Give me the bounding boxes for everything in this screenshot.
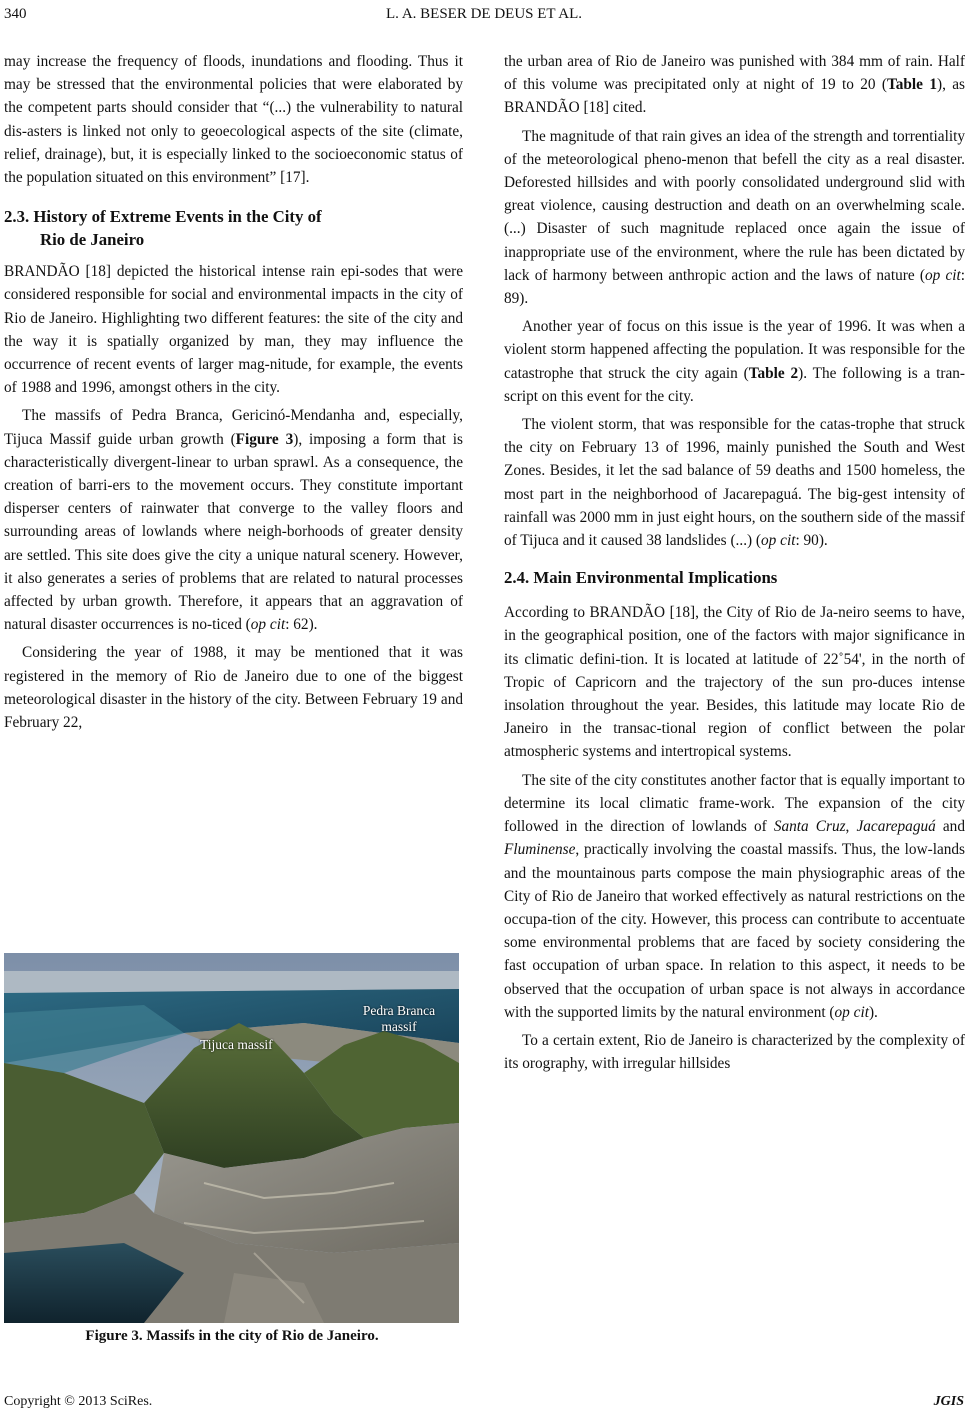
citation-op-cit: op cit (924, 266, 961, 284)
label-pedra-branca-massif (352, 1003, 446, 1035)
text-run: and (935, 818, 965, 836)
text-run: The site of the city constitutes another factor that is equally important to determine its local climatic frame-work. The expansion of the city followed in the direction of lowlands of (504, 771, 965, 836)
citation-op-cit: op cit (250, 616, 286, 634)
text-run: : 89). (504, 266, 965, 308)
paragraph: Considering the year of 1988, it may be mentioned that it was registered in the memory of Rio de Janeiro due to one of the biggest meteorological disaster in the history of the city. Between February 19 and February 22, (4, 644, 463, 732)
text-run: : 62). (285, 616, 318, 634)
section-heading-line: 2.3. History of Extreme Events in the City of (4, 207, 322, 227)
place-name: Jacarepaguá (856, 818, 936, 836)
label-tijuca-massif: Tijuca massif (200, 1037, 273, 1052)
text-run: ), imposing a form that is characteristically divergent-linear to urban sprawl. As a consequence, the creation of barri-ers to the movement occurs. They constitute important disperser centers of rainwater that converge to the valley floors and surrounding areas of lowlands where neigh-borhoods of greater density are settled. This site does give the city a unique natural scenery. However, it also generates a series of problems that are related to natural processes affected by urban growth. Therefore, it appears that an aggravation of natural disaster occurrences is no-ticed ( (4, 430, 464, 634)
text-run: : 90). (795, 532, 828, 550)
page-number: 340 (4, 6, 27, 22)
paragraph (504, 50, 965, 120)
right-column (504, 50, 965, 1075)
paragraph: According to BRANDÃO [18], the City of Rio de Ja-neiro seems to have, in the geographical position, one of the factors with major significance in its climatic defini-tion. It is located at latitude of 22˚54', in the north of Tropic of Capricorn and the trajectory of the sun pro-duces intense insolation throughout the year. Besides, this latitude may locate Rio de Janeiro in the transac-tional region of conflict between the polar atmospheric systems and intertropical systems. (504, 604, 965, 761)
text-run: ). (868, 1003, 878, 1021)
text-run: ), as BRANDÃO [18] cited. (504, 76, 965, 117)
paragraph: may increase the frequency of floods, inundations and flooding. Thus it may be stressed that the environmental policies that were elaborated by the competent parts should consider that “(...) the vulnerability to natural dis-asters is linked not only to geoecological aspects of the site (climate, relief, drainage), but, it is especially linked to the socioeconomic status of the population situated on this environment” [17]. (4, 53, 463, 187)
paragraph: To a certain extent, Rio de Janeiro is characterized by the complexity of its orography, with irregular hillsides (504, 1031, 965, 1073)
paragraph (504, 315, 965, 408)
journal-name: JGIS (933, 1394, 964, 1409)
section-heading-line: Rio de Janeiro (40, 230, 145, 250)
figure-reference: Figure 3 (235, 430, 294, 448)
text-run: Another year of focus on this issue is the year of 1996. It was when a violent storm happened affecting the population. It was responsible for the catastrophe that struck the city again ( (504, 318, 965, 382)
place-name: Fluminense (504, 841, 576, 859)
section-heading-2-4: 2.4. Main Environmental Implications (504, 568, 778, 588)
text-run: The violent storm, that was responsible for the catas-trophe that struck the city on February 13 of 1996, mainly punished the South and West Zones. Besides, it let the sad balance of 59 deaths and 1500 homeless, the most part in the neighborhood of Jacarepaguá. The big-gest intensity of rainfall was 2000 mm in just eight hours, on the southern side of the massif of Tijuca and it caused 38 landslides (...) ( (504, 416, 965, 550)
left-column (4, 50, 463, 734)
paragraph (504, 769, 965, 1024)
text-run: ). The following is a tran-script on this event for the city. (504, 364, 966, 405)
text-run: the urban area of Rio de Janeiro was punished with 384 mm of rain. Half of this volume was precipitated only at night of 19 to 20 ( (504, 53, 965, 94)
paragraph: BRANDÃO [18] depicted the historical intense rain epi-sodes that were considered responsible for social and environmental impacts in the city of Rio de Janeiro. Highlighting two different features: the site of the city and the way it is spatially organized by man, they may influence the occurrence of recent events of larger mag-nitude, for example, the events of 1988 and 1996, amongst others in the city. (4, 263, 463, 397)
figure-3-photo (4, 953, 459, 1323)
text-run: The magnitude of that rain gives an idea of the strength and torrentiality of the meteorological pheno-menon that befell the city as a real disaster. Deforested hillsides and with poorly consolidated underground slid with great violence, causing destruction and death on an overwhelming scale. (...) Disaster of such magnitude replaced once again the issue of inappropriate use of the environment, where the rule has been dictated by lack of harmony between anthropic action and the laws of nature ( (504, 127, 965, 284)
paragraph (504, 125, 965, 311)
place-name: Santa Cruz (773, 818, 846, 836)
citation-op-cit: op cit (761, 532, 796, 550)
table-reference: Table 1 (886, 76, 937, 94)
section-heading-2-3 (4, 205, 463, 251)
label-line: massif (381, 1019, 417, 1034)
running-head: L. A. BESER DE DEUS ET AL. (386, 6, 582, 22)
label-line: Pedra Branca (362, 1003, 436, 1018)
table-reference: Table 2 (748, 364, 799, 382)
copyright-notice: Copyright © 2013 SciRes. (4, 1394, 153, 1409)
text-run: , practically involving the coastal massifs. Thus, the low-lands and the mountainous parts compose the main physiographic areas of the City of Rio de Janeiro that worked effectively as natural restrictions on the occupa-tion of the city. However, this process can contribute to accentuate some environmental problems that are faced by society considering the fast occupation of urban space. In relation to this aspect, it needs to be observed that the occupation of urban space is not always in accordance with the supported limits by the natural environment ( (504, 841, 965, 1021)
text-run: The massifs of Pedra Branca, Gericinó-Mendanha and, especially, Tijuca Massif guide urban growth ( (4, 407, 463, 448)
text-run: , (845, 818, 857, 836)
figure-caption: Figure 3. Massifs in the city of Rio de Janeiro. (85, 1328, 379, 1344)
citation-op-cit: op cit (834, 1003, 869, 1021)
paragraph (4, 404, 463, 636)
paragraph (504, 413, 965, 552)
